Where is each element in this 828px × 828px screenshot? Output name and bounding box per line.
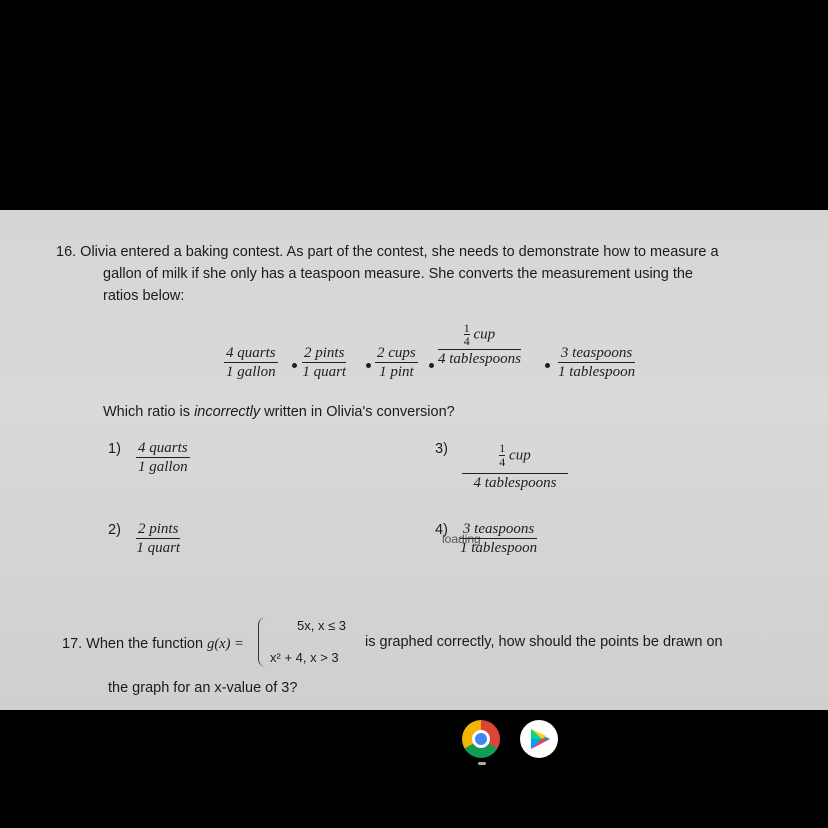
option-1-label: 1) — [108, 441, 121, 457]
chrome-icon[interactable] — [462, 720, 500, 758]
q17-text-pre: 17. When the function g(x) = — [62, 636, 244, 652]
option-3-label: 3) — [435, 441, 448, 457]
q17-case-1: 5x, x ≤ 3 — [297, 618, 347, 633]
multiply-dot — [366, 363, 371, 368]
option-2-ratio[interactable]: 2 pints 1 quart — [136, 521, 181, 556]
option-4-label: 4) — [435, 522, 448, 538]
q17-text-post: is graphed correctly, how should the points be drawn on — [365, 634, 723, 650]
chain-ratio-quarts-gallon: 4 quarts 1 gallon — [226, 345, 276, 380]
q17-case-2: x² + 4, x > 3 — [270, 650, 339, 665]
multiply-dot — [292, 363, 297, 368]
chain-ratio-cups-pint: 2 cups 1 pint — [377, 345, 416, 380]
multiply-dot — [545, 363, 550, 368]
option-3-ratio[interactable]: $\frac{1}{4}$ cup 4 tablespoons — [462, 442, 568, 491]
q16-line1: 16. Olivia entered a baking contest. As part of the contest, she needs to demonstrate how to measure a — [56, 244, 719, 260]
chain-ratio-teaspoons-tablespoon: 3 teaspoons 1 tablespoon — [558, 345, 636, 380]
q16-question: Which ratio is incorrectly written in Olivia's conversion? — [103, 404, 455, 420]
option-4-ratio[interactable]: 3 teaspoons 1 tablespoon — [460, 521, 538, 556]
shelf — [0, 710, 828, 828]
chain-ratio-pints-quart: 2 pints 1 quart — [302, 345, 347, 380]
play-store-icon[interactable] — [520, 720, 558, 758]
option-2-label: 2) — [108, 522, 121, 538]
multiply-dot — [429, 363, 434, 368]
chain-ratio-quarter-cup-tablespoons: $\frac{1}{4}$ cup 4 tablespoons — [438, 321, 521, 367]
option-1-ratio[interactable]: 4 quarts 1 gallon — [138, 440, 188, 475]
active-app-indicator — [478, 762, 486, 765]
q16-line2: gallon of milk if she only has a teaspoon measure. She converts the measurement using the — [103, 266, 693, 282]
loading-overlay-text: loading — [442, 532, 481, 546]
piecewise-brace — [258, 617, 269, 667]
q17-line2: the graph for an x-value of 3? — [108, 680, 298, 696]
q16-line3: ratios below: — [103, 288, 185, 304]
